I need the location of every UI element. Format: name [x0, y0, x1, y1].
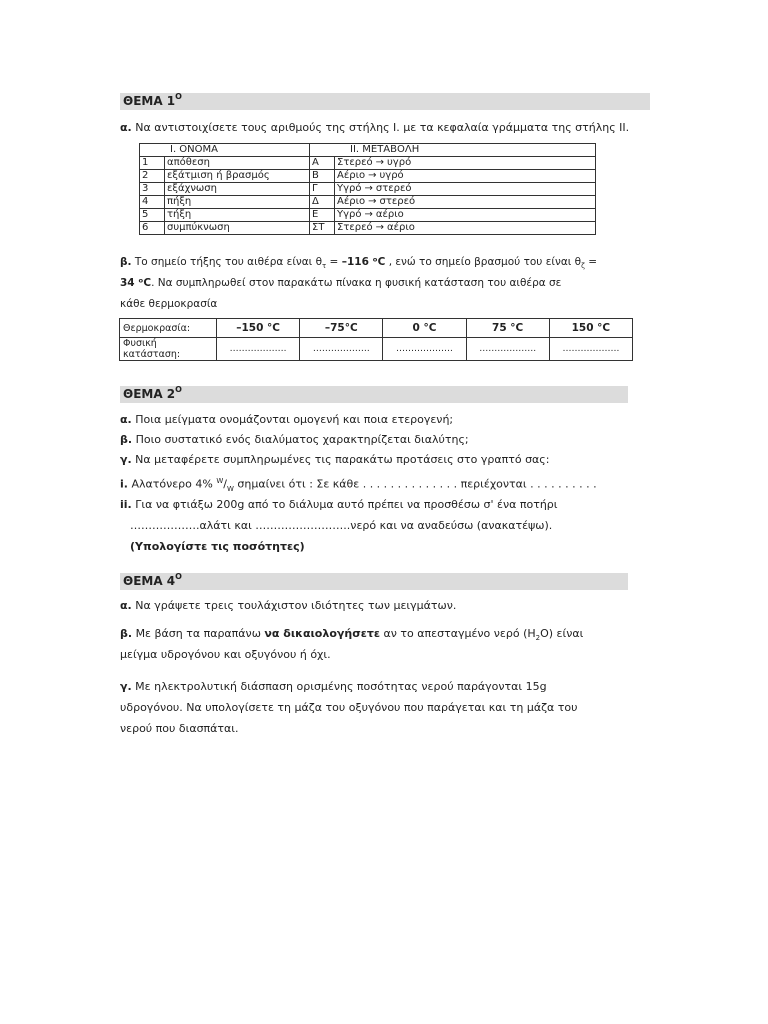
arrow-icon: →: [364, 209, 373, 220]
section-heading-thema-1: [120, 93, 650, 110]
table-row: [140, 209, 596, 222]
state-blank: ……………….: [549, 338, 632, 361]
temperature-label: Θερμοκρασία:: [120, 319, 217, 338]
question-2g-ii-line2: [130, 519, 552, 533]
row-name: τήξη: [165, 209, 310, 222]
question-label: γ.: [120, 453, 132, 466]
change-to: υγρό: [387, 157, 412, 168]
heading-superscript: Ο: [175, 385, 182, 394]
row-name: συμπύκνωση: [165, 222, 310, 235]
boiling-point-value: 34 ᵒC: [120, 277, 152, 289]
heading-superscript: Ο: [175, 572, 182, 581]
equals-sign: =: [326, 256, 342, 268]
question-1b-line1: [120, 255, 597, 273]
row-letter: Γ: [310, 183, 335, 196]
state-blank: ……………….: [300, 338, 383, 361]
heading-text: ΘΕΜΑ 4: [123, 574, 176, 588]
change-to: στερεό: [375, 183, 412, 194]
change-from: Αέριο: [337, 170, 366, 181]
melting-point-value: –116 ᵒC: [341, 256, 386, 268]
state-blank: ……………….: [466, 338, 549, 361]
temperature-value: 0 °C: [383, 319, 466, 338]
emphasis-text: να δικαιολογήσετε: [264, 627, 381, 640]
temperature-value: 150 °C: [549, 319, 632, 338]
question-text: κάθε θερμοκρασία: [120, 298, 218, 310]
heading-text: ΘΕΜΑ 2: [123, 387, 176, 401]
row-letter: Ε: [310, 209, 335, 222]
question-text: ……………….αλάτι και ……………………..νερό και να αναδεύσω (ανακατέψω).: [130, 519, 553, 532]
question-text: νερού που διασπάται.: [120, 722, 239, 735]
table-header-row: [140, 144, 596, 157]
subscript: ζ: [581, 262, 585, 271]
item-label: ii.: [120, 498, 132, 511]
question-1a: [120, 121, 629, 135]
change-to: στερεό: [379, 196, 416, 207]
temperature-value: –75°C: [300, 319, 383, 338]
arrow-icon: →: [368, 196, 377, 207]
row-change: [335, 183, 596, 196]
question-2a: [120, 413, 453, 427]
equals-sign: =: [584, 256, 598, 268]
heading-superscript: Ο: [175, 92, 182, 101]
temperature-value: 75 °C: [466, 319, 549, 338]
question-1b-line3: [120, 297, 217, 311]
question-4b-line2: [120, 648, 331, 662]
change-from: Αέριο: [337, 196, 366, 207]
question-text: Ποια μείγματα ονομάζονται ομογενή και ποια ετερογενή;: [135, 413, 454, 426]
arrow-icon: →: [364, 183, 373, 194]
heading-text: ΘΕΜΑ 1: [123, 94, 176, 108]
col2-header: ΙΙ. ΜΕΤΑΒΟΛΗ: [310, 144, 596, 157]
question-2g: [120, 453, 549, 467]
state-row: [120, 338, 633, 361]
superscript: W: [216, 477, 224, 485]
arrow-icon: →: [368, 170, 377, 181]
question-text: Το σημείο τήξης του αιθέρα είναι θ: [134, 256, 322, 268]
row-name: πήξη: [165, 196, 310, 209]
question-text: . Να συμπληρωθεί στον παρακάτω πίνακα η φυσική κατάσταση του αιθέρα σε: [151, 277, 562, 289]
row-number: 3: [140, 183, 165, 196]
question-4g-line2: [120, 701, 578, 715]
question-2-note: [130, 540, 305, 554]
change-to: υγρό: [379, 170, 404, 181]
row-name: εξάτμιση ή βρασμός: [165, 170, 310, 183]
question-label: β.: [120, 433, 133, 446]
question-label: β.: [120, 256, 132, 268]
row-letter: Α: [310, 157, 335, 170]
question-text: Με βάση τα παραπάνω: [135, 627, 265, 640]
question-label: α.: [120, 121, 132, 134]
question-text: Να αντιστοιχίσετε τους αριθμούς της στήλης Ι. με τα κεφαλαία γράμματα της στήλης ΙΙ.: [135, 121, 630, 134]
table-row: [140, 157, 596, 170]
change-from: Στερεό: [337, 157, 373, 168]
arrow-icon: →: [375, 222, 385, 233]
state-blank: ……………….: [383, 338, 466, 361]
question-text: , ενώ το σημείο βρασμού του είναι θ: [385, 256, 582, 268]
change-from: Υγρό: [337, 183, 362, 194]
row-change: [335, 222, 596, 235]
question-text: Να γράψετε τρεις τουλάχιστον ιδιότητες των μειγμάτων.: [135, 599, 457, 612]
change-from: Στερεό: [337, 222, 373, 233]
row-letter: Β: [310, 170, 335, 183]
table-row: [140, 170, 596, 183]
change-from: Υγρό: [337, 209, 362, 220]
row-number: 5: [140, 209, 165, 222]
matching-table: [139, 143, 596, 235]
question-label: α.: [120, 413, 132, 426]
question-2b: [120, 433, 469, 447]
temperature-table: [119, 318, 633, 361]
table-row: [140, 222, 596, 235]
question-4b-line1: [120, 627, 583, 645]
row-change: [335, 157, 596, 170]
note-text: (Υπολογίστε τις ποσότητες): [130, 540, 305, 553]
subscript: 2: [535, 634, 541, 643]
col1-header: Ι. ΟΝΟΜΑ: [140, 144, 310, 157]
row-change: [335, 196, 596, 209]
row-letter: ΣΤ: [310, 222, 335, 235]
question-text: μείγμα υδρογόνου και οξυγόνου ή όχι.: [120, 648, 331, 661]
question-text: Με ηλεκτρολυτική διάσπαση ορισμένης ποσότητας νερού παράγονται 15g: [135, 680, 547, 693]
change-to: αέριο: [387, 222, 415, 233]
row-number: 2: [140, 170, 165, 183]
table-row: [140, 196, 596, 209]
temperature-row: [120, 319, 633, 338]
subscript: τ: [322, 262, 327, 271]
question-2g-ii-line1: [120, 498, 558, 512]
question-text: O) είναι: [540, 627, 584, 640]
question-text: Ποιο συστατικό ενός διαλύματος χαρακτηρίζεται διαλύτης;: [135, 433, 469, 446]
question-label: γ.: [120, 680, 132, 693]
question-1b-line2: [120, 276, 561, 290]
item-label: i.: [120, 477, 128, 491]
row-change: [335, 170, 596, 183]
question-text: αν το απεσταγμένο νερό (H: [380, 627, 536, 640]
question-4a: [120, 599, 456, 613]
question-4g-line3: [120, 722, 239, 736]
state-blank: ……………….: [217, 338, 300, 361]
row-letter: Δ: [310, 196, 335, 209]
arrow-icon: →: [375, 157, 385, 168]
question-text: Αλατόνερο 4%: [131, 477, 217, 491]
question-4g-line1: [120, 680, 547, 694]
question-2g-i: [120, 474, 597, 496]
row-number: 1: [140, 157, 165, 170]
question-label: β.: [120, 627, 133, 640]
row-name: απόθεση: [165, 157, 310, 170]
change-to: αέριο: [375, 209, 404, 220]
slash: /: [223, 477, 227, 491]
table-row: [140, 183, 596, 196]
section-heading-thema-4: [120, 573, 628, 590]
row-change: [335, 209, 596, 222]
subscript: W: [226, 484, 234, 493]
question-text: σημαίνει ότι : Σε κάθε . . . . . . . . . . . . . . περιέχονται . . . . . . . . . .: [233, 477, 597, 491]
temperature-value: –150 °C: [217, 319, 300, 338]
row-name: εξάχνωση: [165, 183, 310, 196]
section-heading-thema-2: [120, 386, 628, 403]
question-text: Να μεταφέρετε συμπληρωμένες τις παρακάτω προτάσεις στο γραπτό σας:: [135, 453, 550, 466]
row-number: 4: [140, 196, 165, 209]
state-label: Φυσική κατάσταση:: [120, 338, 217, 361]
row-number: 6: [140, 222, 165, 235]
question-text: υδρογόνου. Να υπολογίσετε τη μάζα του οξυγόνου που παράγεται και τη μάζα του: [120, 701, 578, 714]
question-text: Για να φτιάξω 200g από το διάλυμα αυτό πρέπει να προσθέσω σ' ένα ποτήρι: [135, 498, 558, 511]
question-label: α.: [120, 599, 132, 612]
